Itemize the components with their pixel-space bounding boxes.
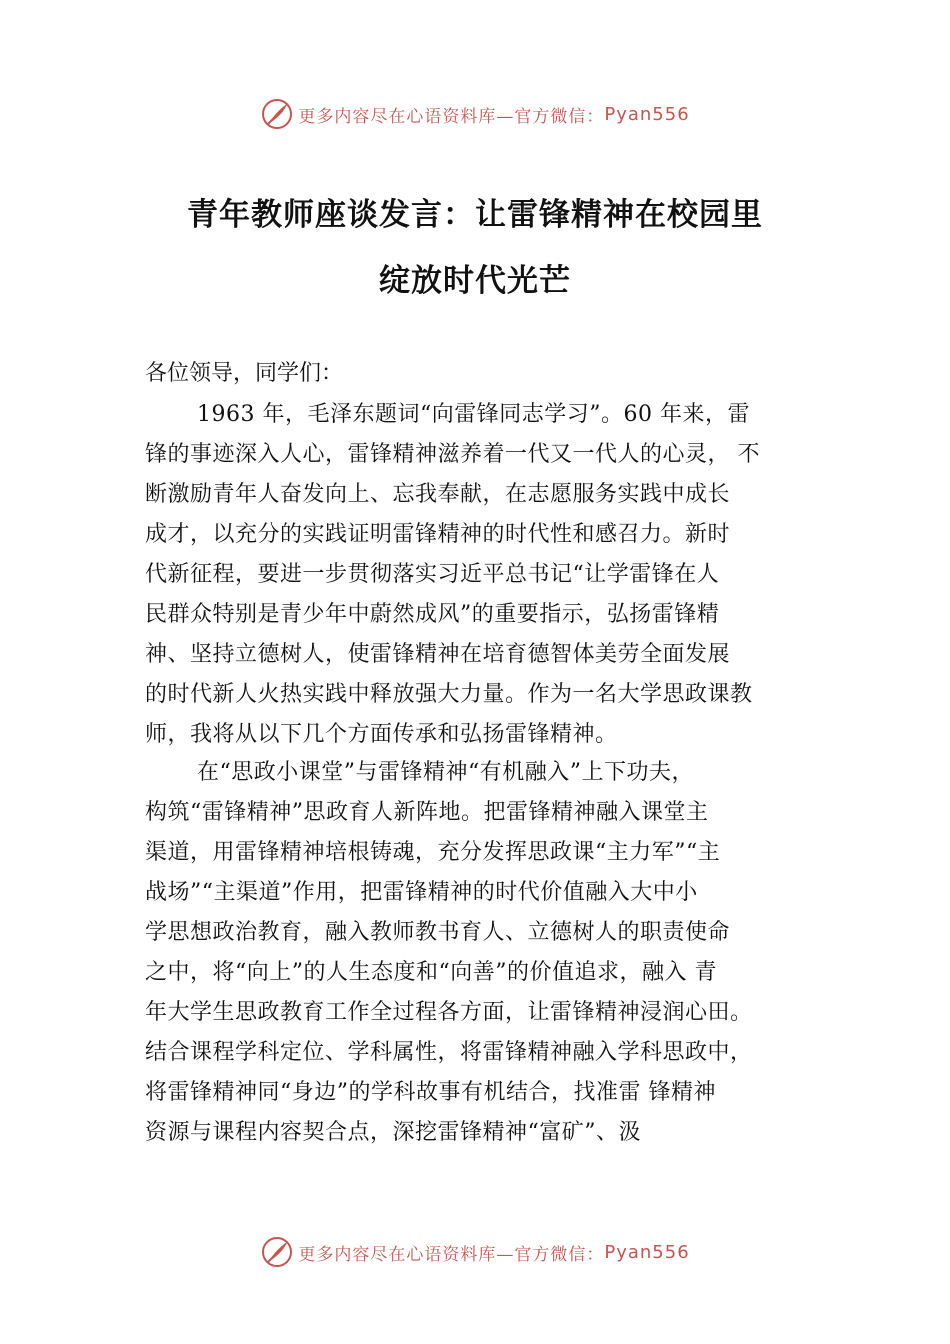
- text-line: 学思想政治教育，融入教师教书育人、立德树人的职责使命: [145, 920, 731, 945]
- quill-logo-icon: [260, 97, 294, 131]
- text-line: 代新征程，要进一步贯彻落实习近平总书记“让学雷锋在人: [145, 562, 720, 587]
- text-line: 在“思政小课堂”与雷锋精神“有机融入”上下功夫，: [197, 760, 694, 785]
- wechat-id: Pyan556: [604, 103, 690, 125]
- text-line: 成才，以充分的实践证明雷锋精神的时代性和感召力。新时: [145, 522, 731, 547]
- title-line: 绽放时代光芒: [379, 263, 571, 299]
- text-line: 神、坚持立德树人，使雷锋精神在培育德智体美劳全面发展: [145, 642, 731, 667]
- quill-logo-icon: [260, 1235, 294, 1269]
- paragraph-2: [145, 753, 817, 1153]
- paragraph-1: [145, 395, 817, 755]
- text-line: 渠道，用雷锋精神培根铸魂，充分发挥思政课“主力军”“主: [145, 840, 721, 865]
- text-line: 的时代新人火热实践中释放强大力量。作为一名大学思政课教: [145, 682, 753, 707]
- wechat-id: Pyan556: [604, 1241, 690, 1263]
- banner-text: 更多内容尽在心语资料库—官方微信：: [298, 106, 605, 127]
- text-line: 断激励青年人奋发向上、忘我奉献，在志愿服务实践中成长: [145, 482, 731, 507]
- text-line: 之中，将“向上”的人生态度和“向善”的价值追求，融入 青: [145, 960, 717, 985]
- text-line: 师，我将从以下几个方面传承和弘扬雷锋精神。: [145, 722, 618, 747]
- footer-banner: [0, 1232, 950, 1272]
- title-line: 青年教师座谈发言：让雷锋精神在校园里: [187, 197, 763, 233]
- document-title: [60, 182, 890, 314]
- header-banner: [0, 94, 950, 134]
- banner-text: 更多内容尽在心语资料库—官方微信：: [298, 1244, 605, 1265]
- text-line: 战场”“主渠道”作用，把雷锋精神的时代价值融入大中小: [145, 880, 698, 905]
- text-line: 结合课程学科定位、学科属性，将雷锋精神融入学科思政中，: [145, 1040, 753, 1065]
- text-line: 资源与课程内容契合点，深挖雷锋精神“富矿”、汲: [145, 1120, 641, 1145]
- text-line: 民群众特别是青少年中蔚然成风”的重要指示，弘扬雷锋精: [145, 602, 720, 627]
- text-line: 1963 年，毛泽东题词“向雷锋同志学习”。60 年来，雷: [197, 402, 750, 427]
- text-line: 锋的事迹深入人心，雷锋精神滋养着一代又一代人的心灵， 不: [145, 442, 760, 467]
- greeting: 各位领导，同学们：: [145, 361, 344, 386]
- text-line: 构筑“雷锋精神”思政育人新阵地。把雷锋精神融入课堂主: [145, 800, 709, 825]
- text-line: 将雷锋精神同“身边”的学科故事有机结合，找准雷 锋精神: [145, 1080, 716, 1105]
- text-line: 年大学生思政教育工作全过程各方面，让雷锋精神浸润心田。: [145, 1000, 753, 1025]
